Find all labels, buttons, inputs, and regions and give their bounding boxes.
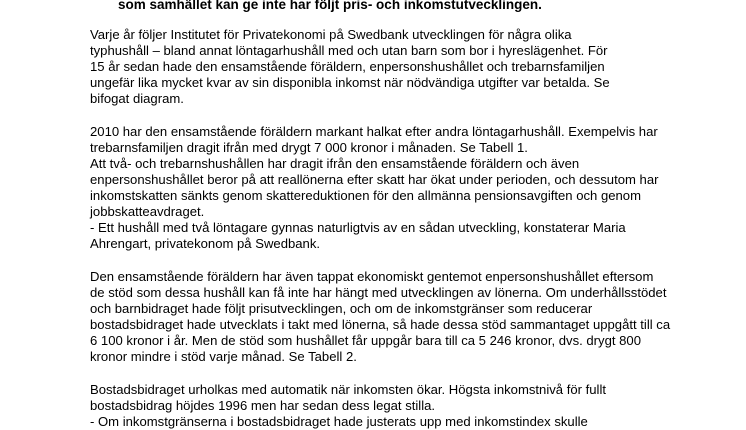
paragraph-1-line-2: typhushåll – bland annat löntagarhushåll med och utan barn som bor i hyreslägenhet. För — [90, 43, 608, 58]
paragraph-1-line-1: Varje år följer Institutet för Privatekonomi på Swedbank utvecklingen för några olika — [90, 27, 572, 42]
paragraph-3-line-5: 6 100 kronor i år. Men de stöd som hushållet får uppgår bara till ca 5 246 kronor, dvs. drygt 800 — [90, 333, 641, 348]
paragraph-3-line-4: bostadsbidraget hade utvecklats i takt med lönerna, så hade dessa stöd sammantaget uppgått till ca — [90, 317, 671, 332]
intro-heading-line: som samhället kan ge inte har följt pris- och inkomstutvecklingen. — [118, 0, 542, 12]
paragraph-3-line-3: och barnbidraget hade följt prisutvecklingen, och om de inkomstgränser som reducerar — [90, 301, 593, 316]
paragraph-2-line-1: 2010 har den ensamstående föräldern markant halkat efter andra löntagarhushåll. Exempelvis har — [90, 124, 658, 139]
paragraph-4-line-3: - Om inkomstgränserna i bostadsbidraget hade justerats upp med inkomstindex skulle — [90, 414, 588, 429]
paragraph-2-line-6: jobbskatteavdraget. — [90, 204, 205, 219]
paragraph-2-line-7: - Ett hushåll med två löntagare gynnas naturligtvis av en sådan utveckling, konstaterar Maria — [90, 220, 626, 235]
paragraph-3-line-2: de stöd som dessa hushåll kan få inte har hängt med utvecklingen av lönerna. Om underhållsstödet — [90, 285, 667, 300]
paragraph-1-line-5: bifogat diagram. — [90, 91, 184, 106]
paragraph-1-line-3: 15 år sedan hade den ensamstående föräldern, enpersonshushållet och trebarnsfamiljen — [90, 59, 605, 74]
paragraph-2-line-8: Ahrengart, privatekonom på Swedbank. — [90, 236, 321, 251]
paragraph-2-line-2: trebarnsfamiljen dragit ifrån med drygt 7 000 kronor i månaden. Se Tabell 1. — [90, 140, 528, 155]
paragraph-3-line-1: Den ensamstående föräldern har även tappat ekonomiskt gentemot enpersonshushållet eftersom — [90, 269, 654, 284]
paragraph-4-line-2: bostadsbidrag höjdes 1996 men har sedan dess legat stilla. — [90, 398, 436, 413]
paragraph-2-line-3: Att två- och trebarnshushållen har dragit ifrån den ensamstående föräldern och även — [90, 156, 580, 171]
paragraph-2-line-5: inkomstskatten sänkts genom skattereduktionen för den allmänna pensionsavgiften och genom — [90, 188, 641, 203]
paragraph-3-line-6: kronor mindre i stöd varje månad. Se Tabell 2. — [90, 349, 357, 364]
paragraph-2-line-4: enpersonshushållet beror på att reallönerna efter skatt har ökat under perioden, och dessutom har — [90, 172, 659, 187]
paragraph-4-line-1: Bostadsbidraget urholkas med automatik när inkomsten ökar. Högsta inkomstnivå för fullt — [90, 382, 607, 397]
paragraph-1-line-4: ungefär lika mycket kvar av sin disponibla inkomst när nödvändiga utgifter var betalda. Se — [90, 75, 610, 90]
